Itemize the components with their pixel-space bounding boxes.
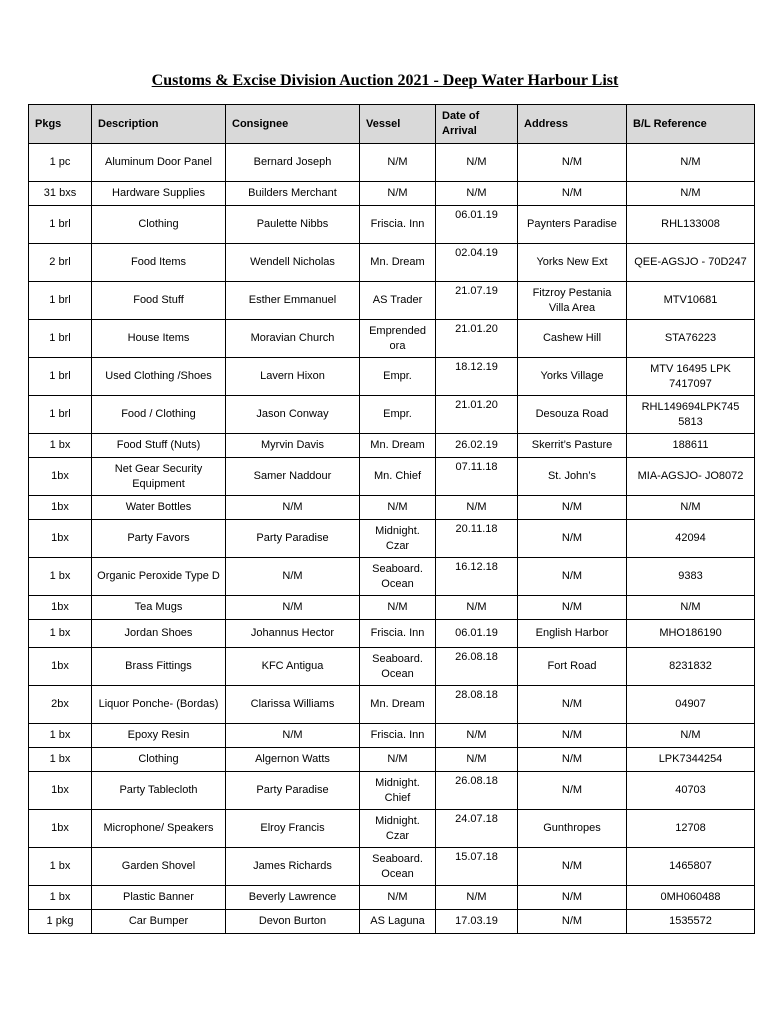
address-cell: Fitzroy Pestania Villa Area	[518, 282, 627, 320]
date-cell: 18.12.19	[436, 358, 518, 396]
page-title: Customs & Excise Division Auction 2021 - Deep Water Harbour List	[151, 72, 619, 89]
table-row	[29, 496, 755, 520]
consignee-cell: Builders Merchant	[226, 182, 360, 206]
bl-reference-cell: STA76223	[627, 320, 755, 358]
date-cell: N/M	[436, 496, 518, 520]
table-row	[29, 434, 755, 458]
pkgs-cell: 2bx	[29, 686, 92, 724]
pkgs-cell: 1 brl	[29, 320, 92, 358]
table-row	[29, 282, 755, 320]
bl-reference-cell: N/M	[627, 182, 755, 206]
date-cell: 21.01.20	[436, 396, 518, 434]
vessel-cell: Mn. Chief	[360, 458, 436, 496]
bl-reference-cell: 0MH060488	[627, 886, 755, 910]
vessel-cell: N/M	[360, 886, 436, 910]
pkgs-cell: 1 bx	[29, 558, 92, 596]
bl-reference-cell: MTV10681	[627, 282, 755, 320]
bl-reference-cell: MHO186190	[627, 620, 755, 648]
date-cell: 28.08.18	[436, 686, 518, 724]
consignee-cell: N/M	[226, 596, 360, 620]
description-cell: Epoxy Resin	[92, 724, 226, 748]
bl-reference-cell: 9383	[627, 558, 755, 596]
date-cell: 26.08.18	[436, 648, 518, 686]
consignee-cell: James Richards	[226, 848, 360, 886]
vessel-cell: Seaboard. Ocean	[360, 848, 436, 886]
column-header-date-of-arrival: Date of Arrival	[436, 105, 518, 144]
table-row	[29, 396, 755, 434]
consignee-cell: Elroy Francis	[226, 810, 360, 848]
table-row	[29, 458, 755, 496]
pkgs-cell: 1 pc	[29, 144, 92, 182]
bl-reference-cell: RHL149694LPK745 5813	[627, 396, 755, 434]
vessel-cell: Mn. Dream	[360, 244, 436, 282]
address-cell: Yorks New Ext	[518, 244, 627, 282]
address-cell: N/M	[518, 686, 627, 724]
bl-reference-cell: 188611	[627, 434, 755, 458]
date-cell: 02.04.19	[436, 244, 518, 282]
description-cell: Food Stuff	[92, 282, 226, 320]
date-cell: 17.03.19	[436, 910, 518, 934]
vessel-cell: N/M	[360, 596, 436, 620]
address-cell: N/M	[518, 886, 627, 910]
vessel-cell: Friscia. Inn	[360, 724, 436, 748]
address-cell: St. John’s	[518, 458, 627, 496]
date-cell: 26.08.18	[436, 772, 518, 810]
vessel-cell: Seaboard. Ocean	[360, 558, 436, 596]
bl-reference-cell: RHL133008	[627, 206, 755, 244]
date-cell: N/M	[436, 724, 518, 748]
address-cell: N/M	[518, 724, 627, 748]
address-cell: Desouza Road	[518, 396, 627, 434]
pkgs-cell: 1 brl	[29, 206, 92, 244]
consignee-cell: Samer Naddour	[226, 458, 360, 496]
auction-table	[28, 104, 755, 934]
table-row	[29, 648, 755, 686]
description-cell: Party Favors	[92, 520, 226, 558]
pkgs-cell: 31 bxs	[29, 182, 92, 206]
table-row	[29, 772, 755, 810]
pkgs-cell: 1 bx	[29, 886, 92, 910]
date-cell: N/M	[436, 144, 518, 182]
address-cell: N/M	[518, 182, 627, 206]
address-cell: N/M	[518, 520, 627, 558]
vessel-cell: Mn. Dream	[360, 686, 436, 724]
column-header-vessel: Vessel	[360, 105, 436, 144]
vessel-cell: Empr.	[360, 396, 436, 434]
vessel-cell: Midnight. Czar	[360, 810, 436, 848]
bl-reference-cell: N/M	[627, 724, 755, 748]
address-cell: Gunthropes	[518, 810, 627, 848]
consignee-cell: Party Paradise	[226, 772, 360, 810]
table-row	[29, 320, 755, 358]
bl-reference-cell: 12708	[627, 810, 755, 848]
bl-reference-cell: 1465807	[627, 848, 755, 886]
consignee-cell: Wendell Nicholas	[226, 244, 360, 282]
vessel-cell: Mn. Dream	[360, 434, 436, 458]
pkgs-cell: 1bx	[29, 772, 92, 810]
column-header-pkgs: Pkgs	[29, 105, 92, 144]
date-cell: N/M	[436, 182, 518, 206]
table-row	[29, 358, 755, 396]
consignee-cell: N/M	[226, 558, 360, 596]
vessel-cell: AS Trader	[360, 282, 436, 320]
vessel-cell: Friscia. Inn	[360, 206, 436, 244]
consignee-cell: N/M	[226, 724, 360, 748]
description-cell: Used Clothing /Shoes	[92, 358, 226, 396]
pkgs-cell: 1 bx	[29, 434, 92, 458]
address-cell: English Harbor	[518, 620, 627, 648]
bl-reference-cell: QEE-AGSJO - 70D247	[627, 244, 755, 282]
address-cell: N/M	[518, 596, 627, 620]
address-cell: N/M	[518, 748, 627, 772]
description-cell: Tea Mugs	[92, 596, 226, 620]
table-row	[29, 910, 755, 934]
vessel-cell: N/M	[360, 748, 436, 772]
column-header-bl-reference: B/L Reference	[627, 105, 755, 144]
table-header-row	[29, 105, 755, 144]
consignee-cell: Lavern Hixon	[226, 358, 360, 396]
vessel-cell: Emprended ora	[360, 320, 436, 358]
column-header-consignee: Consignee	[226, 105, 360, 144]
pkgs-cell: 1bx	[29, 810, 92, 848]
pkgs-cell: 1 bx	[29, 724, 92, 748]
pkgs-cell: 1 bx	[29, 848, 92, 886]
consignee-cell: Jason Conway	[226, 396, 360, 434]
pkgs-cell: 1bx	[29, 458, 92, 496]
description-cell: Jordan Shoes	[92, 620, 226, 648]
description-cell: Liquor Ponche- (Bordas)	[92, 686, 226, 724]
date-cell: 16.12.18	[436, 558, 518, 596]
table-row	[29, 686, 755, 724]
table-row	[29, 520, 755, 558]
description-cell: Organic Peroxide Type D	[92, 558, 226, 596]
table-row	[29, 182, 755, 206]
address-cell: Skerrit’s Pasture	[518, 434, 627, 458]
description-cell: Aluminum Door Panel	[92, 144, 226, 182]
consignee-cell: Esther Emmanuel	[226, 282, 360, 320]
description-cell: Water Bottles	[92, 496, 226, 520]
consignee-cell: Myrvin Davis	[226, 434, 360, 458]
address-cell: N/M	[518, 848, 627, 886]
pkgs-cell: 1bx	[29, 520, 92, 558]
pkgs-cell: 1 brl	[29, 282, 92, 320]
date-cell: 21.07.19	[436, 282, 518, 320]
bl-reference-cell: 42094	[627, 520, 755, 558]
pkgs-cell: 1 bx	[29, 620, 92, 648]
bl-reference-cell: 1535572	[627, 910, 755, 934]
vessel-cell: Midnight. Chief	[360, 772, 436, 810]
table-row	[29, 244, 755, 282]
consignee-cell: Johannus Hector	[226, 620, 360, 648]
table-row	[29, 748, 755, 772]
date-cell: 21.01.20	[436, 320, 518, 358]
bl-reference-cell: 8231832	[627, 648, 755, 686]
description-cell: Food Stuff (Nuts)	[92, 434, 226, 458]
vessel-cell: Friscia. Inn	[360, 620, 436, 648]
description-cell: Clothing	[92, 748, 226, 772]
date-cell: 24.07.18	[436, 810, 518, 848]
bl-reference-cell: 04907	[627, 686, 755, 724]
consignee-cell: Algernon Watts	[226, 748, 360, 772]
bl-reference-cell: LPK7344254	[627, 748, 755, 772]
vessel-cell: N/M	[360, 182, 436, 206]
description-cell: Food Items	[92, 244, 226, 282]
consignee-cell: Bernard Joseph	[226, 144, 360, 182]
date-cell: N/M	[436, 748, 518, 772]
description-cell: Microphone/ Speakers	[92, 810, 226, 848]
address-cell: Paynters Paradise	[518, 206, 627, 244]
consignee-cell: Clarissa Williams	[226, 686, 360, 724]
date-cell: 15.07.18	[436, 848, 518, 886]
table-row	[29, 206, 755, 244]
bl-reference-cell: 40703	[627, 772, 755, 810]
description-cell: Net Gear Security Equipment	[92, 458, 226, 496]
consignee-cell: Devon Burton	[226, 910, 360, 934]
pkgs-cell: 1 brl	[29, 358, 92, 396]
date-cell: N/M	[436, 596, 518, 620]
pkgs-cell: 1bx	[29, 648, 92, 686]
consignee-cell: Party Paradise	[226, 520, 360, 558]
column-header-description: Description	[92, 105, 226, 144]
description-cell: Clothing	[92, 206, 226, 244]
pkgs-cell: 1bx	[29, 496, 92, 520]
pkgs-cell: 1bx	[29, 596, 92, 620]
table-row	[29, 620, 755, 648]
description-cell: Plastic Banner	[92, 886, 226, 910]
bl-reference-cell: MIA-AGSJO- JO8072	[627, 458, 755, 496]
table-row	[29, 144, 755, 182]
consignee-cell: Paulette Nibbs	[226, 206, 360, 244]
date-cell: 07.11.18	[436, 458, 518, 496]
table-row	[29, 596, 755, 620]
bl-reference-cell: MTV 16495 LPK 7417097	[627, 358, 755, 396]
vessel-cell: N/M	[360, 496, 436, 520]
description-cell: Brass Fittings	[92, 648, 226, 686]
address-cell: N/M	[518, 772, 627, 810]
description-cell: Food / Clothing	[92, 396, 226, 434]
vessel-cell: Midnight. Czar	[360, 520, 436, 558]
date-cell: 06.01.19	[436, 206, 518, 244]
address-cell: N/M	[518, 144, 627, 182]
bl-reference-cell: N/M	[627, 596, 755, 620]
bl-reference-cell: N/M	[627, 144, 755, 182]
table-row	[29, 810, 755, 848]
consignee-cell: Moravian Church	[226, 320, 360, 358]
vessel-cell: N/M	[360, 144, 436, 182]
address-cell: N/M	[518, 558, 627, 596]
pkgs-cell: 1 brl	[29, 396, 92, 434]
table-row	[29, 724, 755, 748]
address-cell: Fort Road	[518, 648, 627, 686]
consignee-cell: KFC Antigua	[226, 648, 360, 686]
consignee-cell: N/M	[226, 496, 360, 520]
address-cell: Cashew Hill	[518, 320, 627, 358]
address-cell: N/M	[518, 910, 627, 934]
vessel-cell: AS Laguna	[360, 910, 436, 934]
description-cell: Car Bumper	[92, 910, 226, 934]
address-cell: Yorks Village	[518, 358, 627, 396]
date-cell: 20.11.18	[436, 520, 518, 558]
table-row	[29, 886, 755, 910]
table-row	[29, 558, 755, 596]
vessel-cell: Empr.	[360, 358, 436, 396]
date-cell: N/M	[436, 886, 518, 910]
column-header-address: Address	[518, 105, 627, 144]
table-row	[29, 848, 755, 886]
address-cell: N/M	[518, 496, 627, 520]
pkgs-cell: 1 pkg	[29, 910, 92, 934]
description-cell: House Items	[92, 320, 226, 358]
pkgs-cell: 2 brl	[29, 244, 92, 282]
description-cell: Hardware Supplies	[92, 182, 226, 206]
consignee-cell: Beverly Lawrence	[226, 886, 360, 910]
description-cell: Garden Shovel	[92, 848, 226, 886]
pkgs-cell: 1 bx	[29, 748, 92, 772]
bl-reference-cell: N/M	[627, 496, 755, 520]
vessel-cell: Seaboard. Ocean	[360, 648, 436, 686]
date-cell: 26.02.19	[436, 434, 518, 458]
date-cell: 06.01.19	[436, 620, 518, 648]
description-cell: Party Tablecloth	[92, 772, 226, 810]
